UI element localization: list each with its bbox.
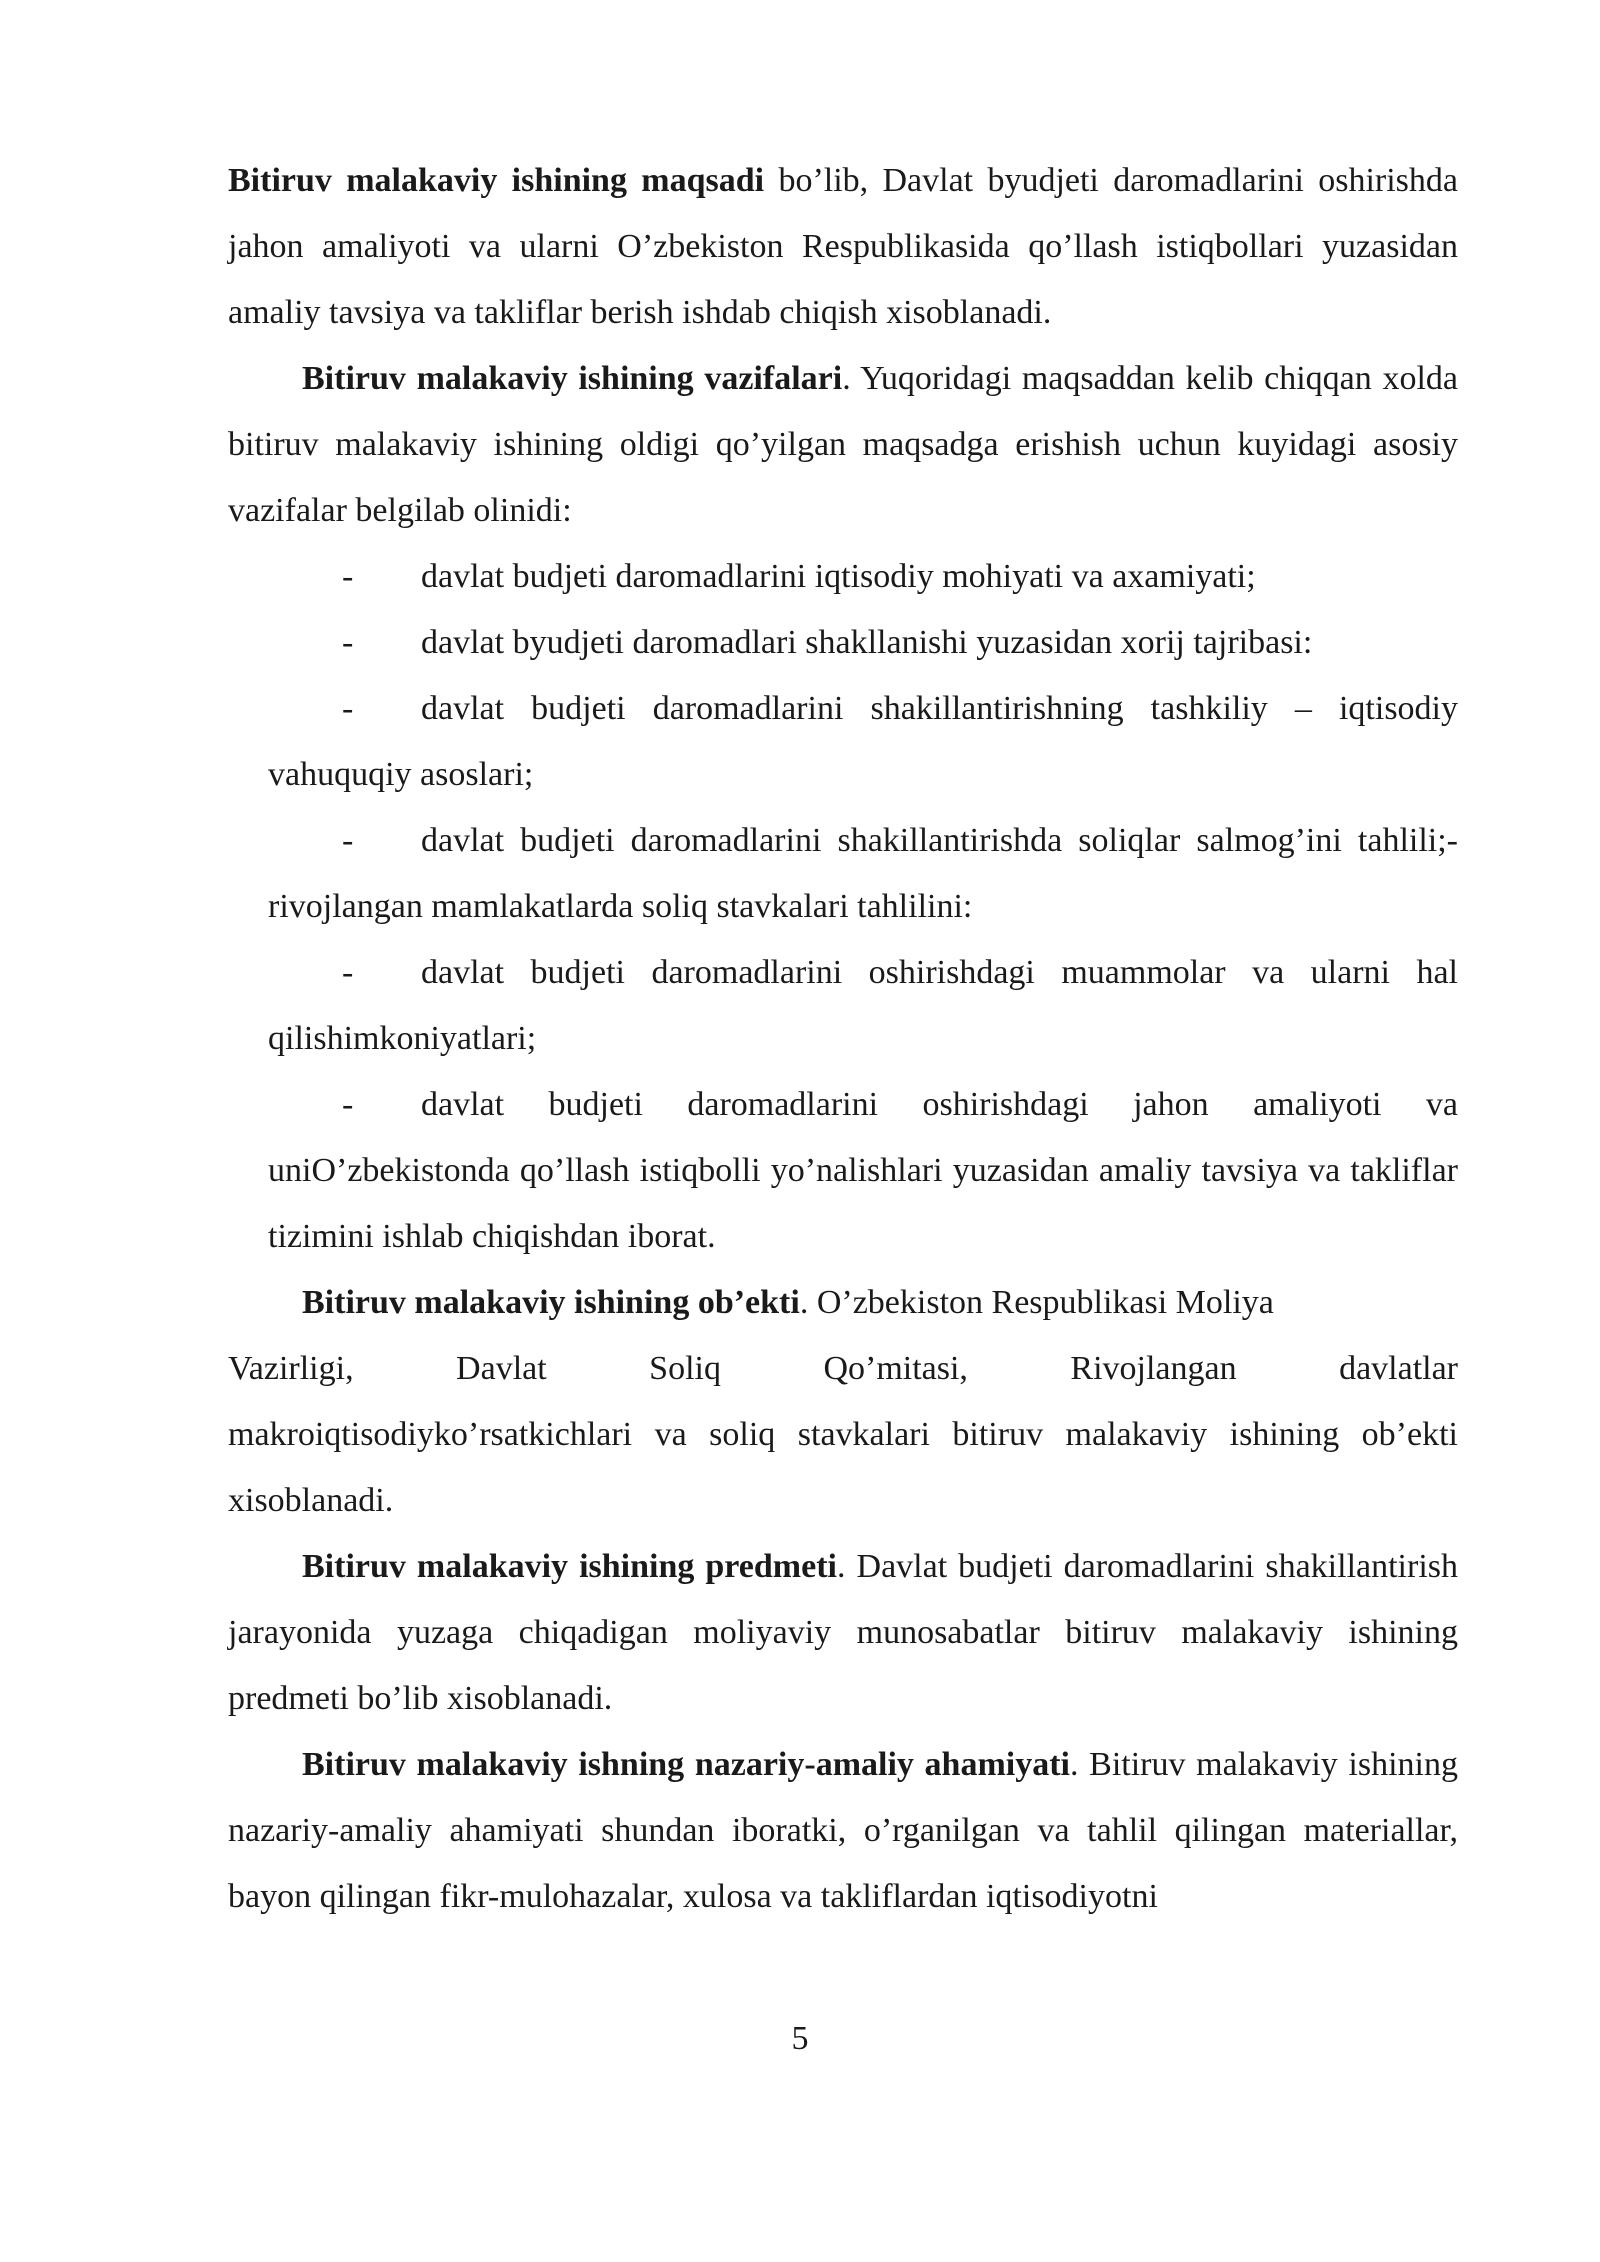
paragraph-subject — [228, 1534, 1458, 1732]
object-text-line1: . O’zbekiston Respublikasi Moliya — [799, 1284, 1274, 1321]
significance-heading: Bitiruv malakaviy ishning nazariy-amaliy ahamiyati — [302, 1746, 1071, 1783]
list-item — [228, 676, 1458, 808]
tasks-heading: Bitiruv malakaviy ishining vazifalari — [302, 360, 843, 397]
list-item — [228, 1072, 1458, 1270]
list-item-text: davlat budjeti daromadlarini iqtisodiy mohiyati va axamiyati; — [421, 558, 1256, 595]
object-word: davlatlar — [1339, 1350, 1458, 1387]
paragraph-tasks — [228, 346, 1458, 544]
list-dash: - — [342, 558, 354, 595]
subject-text: . Davlat budjeti daromadlarini shakillantirish jarayonida yuzaga chiqadigan moliyaviy munosabatlar bitiruv malakaviy ishining predmeti bo’lib xisoblanadi. — [228, 1548, 1459, 1717]
list-item-text: davlat budjeti daromadlarini oshirishdagi jahon amaliyoti va uniO’zbekistonda qo’llash istiqbolli yo’nalishlari yuzasidan amaliy tavsiya va takliflar tizimini ishlab chiqishdan iborat. — [268, 1086, 1458, 1255]
paragraph-object — [228, 1270, 1458, 1534]
list-item-text: davlat budjeti daromadlarini oshirishdagi muammolar va ularni hal qilishimkoniyatlari; — [268, 954, 1458, 1057]
object-text-rest: makroiqtisodiyko’rsatkichlari va soliq stavkalari bitiruv malakaviy ishining ob’ekti xisoblanadi. — [228, 1416, 1458, 1519]
subject-heading: Bitiruv malakaviy ishining predmeti — [302, 1548, 837, 1585]
tasks-text: . Yuqoridagi maqsaddan kelib chiqqan xolda bitiruv malakaviy ishining oldigi qo’yilgan maqsadga erishish uchun kuyidagi asosiy vazifalar belgilab olinidi: — [228, 360, 1458, 529]
object-word: Rivojlangan — [1070, 1350, 1237, 1387]
aim-text: bo’lib, Davlat byudjeti daromadlarini oshirishda jahon amaliyoti va ularni O’zbekiston Respublikasida qo’llash istiqbollari yuzasidan amaliy tavsiya va takliflar berish ishdab chiqish xisoblanadi. — [228, 162, 1458, 331]
object-line-2 — [228, 1336, 1458, 1402]
object-word: Soliq — [649, 1350, 721, 1387]
significance-text: . Bitiruv malakaviy ishining nazariy-amaliy ahamiyati shundan iboratki, o’rganilgan va tahlil qilingan materiallar, bayon qilingan fikr-mulohazalar, xulosa va takliflardan iqtisodiyotni — [228, 1746, 1458, 1915]
object-word: Qo’mitasi, — [823, 1350, 968, 1387]
list-item — [228, 544, 1458, 610]
list-item-text: davlat budjeti daromadlarini shakillantirishning tashkiliy – iqtisodiy vahuquqiy asoslari; — [268, 690, 1458, 793]
page-body — [228, 148, 1458, 1930]
object-word: Vazirligi, — [228, 1350, 354, 1387]
list-dash: - — [342, 954, 354, 991]
list-item-text: davlat byudjeti daromadlari shakllanishi yuzasidan xorij tajribasi: — [421, 624, 1313, 661]
list-dash: - — [342, 624, 354, 661]
object-word: Davlat — [456, 1350, 547, 1387]
page-number: 5 — [791, 2020, 809, 2057]
list-item — [228, 940, 1458, 1072]
list-item — [228, 808, 1458, 940]
paragraph-aim — [228, 148, 1458, 346]
list-dash: - — [342, 690, 354, 727]
object-line-1 — [228, 1270, 1458, 1336]
aim-heading: Bitiruv malakaviy ishining maqsadi — [228, 162, 765, 199]
list-item — [228, 610, 1458, 676]
list-dash: - — [342, 822, 354, 859]
object-heading: Bitiruv malakaviy ishining ob’ekti — [302, 1284, 800, 1321]
paragraph-significance — [228, 1732, 1458, 1930]
list-item-text: davlat budjeti daromadlarini shakillantirishda soliqlar salmog’ini tahlili;- rivojlangan mamlakatlarda soliq stavkalari tahlilini: — [268, 822, 1458, 925]
list-dash: - — [342, 1086, 354, 1123]
